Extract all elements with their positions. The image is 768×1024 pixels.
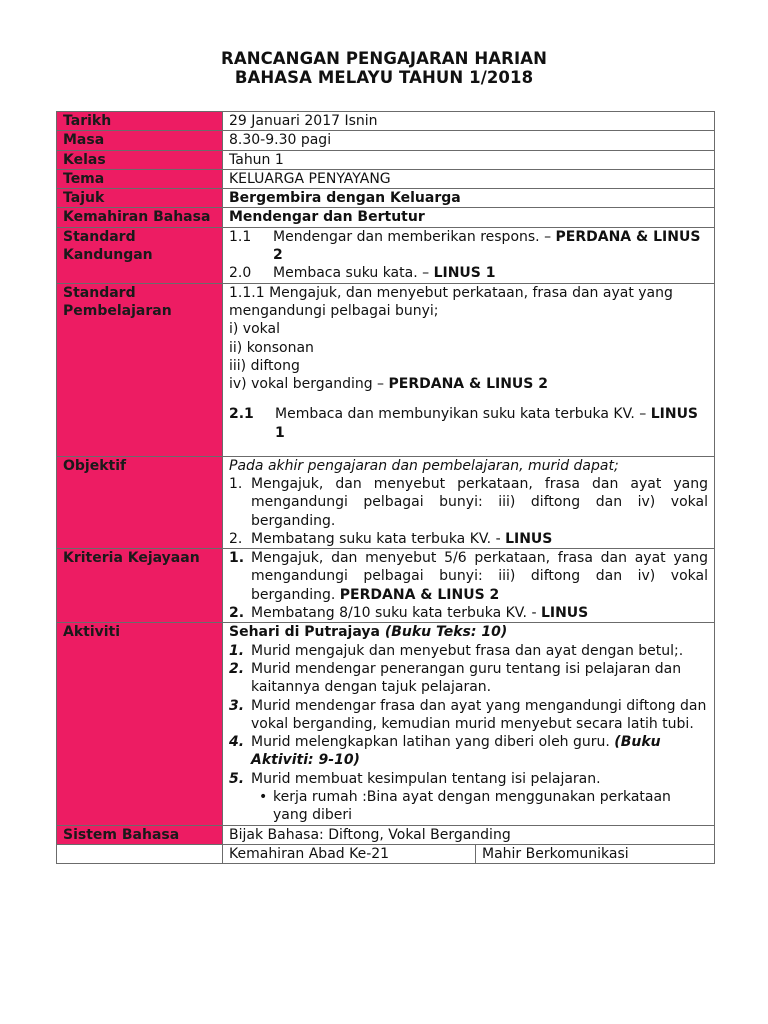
item-number: 1.	[229, 550, 245, 567]
aktiviti-heading-text: Sehari di Putrajaya	[229, 624, 385, 641]
item-text: Murid mendengar frasa dan ayat yang mengandungi diftong dan vokal berganding, kemudian murid menyebut secara latih tubi.	[251, 697, 707, 732]
value-kemahiran-bahasa: Mendengar dan Bertutur	[223, 208, 715, 227]
subitem-last	[229, 375, 708, 393]
subitem-last-bold: PERDANA & LINUS 2	[388, 376, 548, 393]
item-number: 2.0	[229, 265, 252, 282]
row-kriteria-kejayaan	[57, 549, 715, 623]
item-text: Murid mengajuk dan menyebut frasa dan ayat dengan betul;.	[251, 642, 684, 659]
label-aktiviti: Aktiviti	[57, 623, 223, 825]
row-sistem-bahasa	[57, 825, 715, 844]
row-abad-21	[57, 844, 715, 863]
value-kriteria-kejayaan	[223, 549, 715, 623]
row-masa	[57, 131, 715, 150]
item-bold: LINUS	[540, 605, 589, 622]
item-number: 1.1	[229, 228, 252, 245]
aktiviti-item	[229, 697, 708, 734]
aktiviti-heading	[229, 623, 708, 641]
value-kelas: Tahun 1	[223, 150, 715, 169]
label-kelas: Kelas	[57, 150, 223, 169]
row-standard-kandungan	[57, 227, 715, 283]
row-kemahiran-bahasa	[57, 208, 715, 227]
subitem: ii) konsonan	[229, 339, 314, 356]
value-sistem-bahasa: Bijak Bahasa: Diftong, Vokal Berganding	[223, 825, 715, 844]
item-text: Membatang 8/10 suku kata terbuka KV. -	[251, 605, 541, 622]
title-line-1: RANCANGAN PENGAJARAN HARIAN	[221, 49, 547, 68]
label-tema: Tema	[57, 169, 223, 188]
item-bold: LINUS 1	[275, 406, 699, 441]
kriteria-item	[229, 604, 708, 622]
item-number: 4.	[229, 734, 245, 751]
label-standard-pembelajaran: Standard Pembelajaran	[57, 283, 223, 456]
aktiviti-heading-ref: (Buku Teks: 10)	[384, 624, 508, 641]
value-abad-21	[223, 844, 715, 863]
item-text: Membatang suku kata terbuka KV. -	[251, 530, 506, 547]
value-objektif	[223, 456, 715, 548]
abad-21-label: Kemahiran Abad Ke-21	[223, 845, 476, 863]
item-bold: LINUS	[505, 530, 553, 547]
abad-21-value: Mahir Berkomunikasi	[482, 845, 629, 862]
subitem: iii) diftong	[229, 357, 300, 374]
value-standard-kandungan	[223, 227, 715, 283]
label-empty	[57, 844, 223, 863]
row-standard-pembelajaran	[57, 283, 715, 456]
item-bold: LINUS 1	[433, 265, 496, 282]
title-line-2: BAHASA MELAYU TAHUN 1/2018	[234, 68, 534, 87]
row-aktiviti	[57, 623, 715, 825]
row-tema	[57, 169, 715, 188]
standard-pembelajaran-intro: 1.1.1 Mengajuk, dan menyebut perkataan, frasa dan ayat yang mengandungi pelbagai bunyi;	[229, 284, 673, 319]
objektif-intro: Pada akhir pengajaran dan pembelajaran, murid dapat;	[229, 457, 619, 474]
item-text: Mengajuk, dan menyebut 5/6 perkataan, frasa dan ayat yang mengandungi pelbagai bunyi: iii) diftong dan iv) vokal berganding.	[251, 550, 708, 603]
item-text: Murid mendengar penerangan guru tentang isi pelajaran dan kaitannya dengan tajuk pelajaran.	[251, 660, 682, 696]
aktiviti-item	[229, 770, 708, 788]
row-tajuk	[57, 189, 715, 208]
label-standard-kandungan: Standard Kandungan	[57, 227, 223, 283]
item-text: Membaca dan membunyikan suku kata terbuka KV. –	[275, 406, 651, 423]
homework-bullet	[229, 788, 708, 825]
aktiviti-item	[229, 642, 708, 660]
value-tarikh: 29 Januari 2017 Isnin	[223, 112, 715, 131]
row-kelas	[57, 150, 715, 169]
item-number: 3.	[229, 697, 245, 714]
document-title	[0, 49, 768, 87]
kriteria-item	[229, 549, 708, 604]
objektif-item	[229, 530, 708, 548]
item-text: Murid membuat kesimpulan tentang isi pelajaran.	[251, 770, 601, 787]
value-tema: KELUARGA PENYAYANG	[223, 169, 715, 188]
standard-kandungan-item	[229, 264, 708, 282]
item-text: Membaca suku kata. –	[273, 265, 434, 282]
value-aktiviti	[223, 623, 715, 825]
item-number: 2.1	[229, 406, 254, 423]
homework-text: kerja rumah :Bina ayat dengan menggunakan perkataan yang diberi	[273, 789, 671, 824]
item-number: 5.	[229, 770, 245, 787]
label-objektif: Objektif	[57, 456, 223, 548]
objektif-item	[229, 475, 708, 530]
label-tajuk: Tajuk	[57, 189, 223, 208]
item-text: Mengajuk, dan menyebut perkataan, frasa dan ayat yang mengandungi pelbagai bunyi: iii) diftong dan iv) vokal berganding.	[251, 475, 708, 529]
standard-kandungan-item	[229, 228, 708, 265]
row-objektif	[57, 456, 715, 548]
row-tarikh	[57, 112, 715, 131]
aktiviti-item	[229, 733, 708, 770]
item-text: Murid melengkapkan latihan yang diberi oleh guru.	[251, 734, 615, 751]
label-kriteria-kejayaan: Kriteria Kejayaan	[57, 549, 223, 623]
bullet-icon: •	[259, 789, 268, 806]
item-number: 1.	[229, 475, 243, 492]
item-ref: (Buku Aktiviti: 9-10)	[251, 734, 661, 769]
label-masa: Masa	[57, 131, 223, 150]
aktiviti-item	[229, 660, 708, 697]
subitem-last-text: iv) vokal berganding –	[229, 376, 389, 393]
label-sistem-bahasa: Sistem Bahasa	[57, 825, 223, 844]
subitem: i) vokal	[229, 321, 280, 338]
item-bold: PERDANA & LINUS 2	[273, 228, 701, 264]
lesson-plan-table	[56, 111, 715, 864]
value-masa: 8.30-9.30 pagi	[223, 131, 715, 150]
item-bold: PERDANA & LINUS 2	[339, 586, 500, 603]
value-standard-pembelajaran	[223, 283, 715, 456]
standard-2-1	[229, 405, 708, 442]
item-number: 2.	[229, 605, 245, 622]
label-kemahiran-bahasa: Kemahiran Bahasa	[57, 208, 223, 227]
item-number: 1.	[229, 642, 245, 659]
item-number: 2.	[229, 660, 245, 677]
item-text: Mendengar dan memberikan respons. –	[273, 228, 556, 245]
value-tajuk: Bergembira dengan Keluarga	[223, 189, 715, 208]
label-tarikh: Tarikh	[57, 112, 223, 131]
item-number: 2.	[229, 530, 243, 547]
